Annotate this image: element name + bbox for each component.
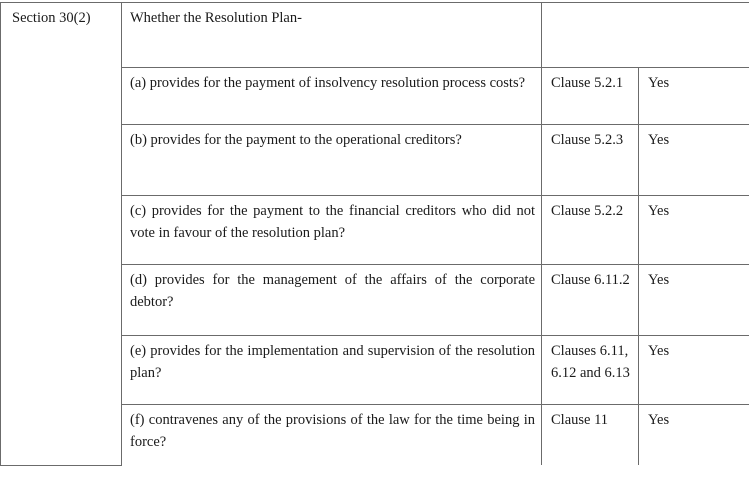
clause-text: Clause 5.2.2	[551, 203, 624, 219]
clause-cell	[542, 405, 639, 466]
question-text: (a) provides for the payment of insolvency resolution process costs?	[130, 75, 526, 91]
clause-text: Clause 6.11.2	[551, 272, 630, 288]
question-cell	[122, 405, 542, 466]
table-row-header	[1, 3, 749, 68]
answer-text: Yes	[648, 75, 670, 91]
answer-text: Yes	[648, 343, 670, 359]
answer-cell	[639, 68, 749, 125]
question-text: (b) provides for the payment to the operational creditors?	[130, 132, 462, 148]
clause-cell	[542, 265, 639, 336]
answer-text: Yes	[648, 203, 670, 219]
answer-cell	[639, 405, 749, 466]
header-blank-cell	[542, 3, 749, 68]
question-text: (c) provides for the payment to the financial creditors who did not vote in favour of the resolution plan?	[130, 203, 535, 241]
clause-cell	[542, 125, 639, 196]
question-cell	[122, 125, 542, 196]
answer-cell	[639, 265, 749, 336]
question-cell	[122, 265, 542, 336]
clause-cell	[542, 336, 639, 405]
answer-text: Yes	[648, 412, 670, 428]
answer-cell	[639, 125, 749, 196]
clause-cell	[542, 68, 639, 125]
intro-cell	[122, 3, 542, 68]
resolution-plan-compliance-table	[0, 2, 749, 466]
question-cell	[122, 336, 542, 405]
answer-cell	[639, 196, 749, 265]
answer-cell	[639, 336, 749, 405]
clause-text: Clause 5.2.1	[551, 75, 624, 91]
question-text: (e) provides for the implementation and supervision of the resolution plan?	[130, 343, 535, 381]
clause-text: Clause 5.2.3	[551, 132, 624, 148]
section-reference-cell	[1, 3, 122, 466]
answer-text: Yes	[648, 132, 670, 148]
section-reference: Section 30(2)	[12, 10, 91, 26]
intro-text: Whether the Resolution Plan-	[130, 10, 302, 26]
clause-text: Clause 11	[551, 412, 609, 428]
clause-cell	[542, 196, 639, 265]
clause-text: Clauses 6.11, 6.12 and 6.13	[551, 343, 630, 381]
question-cell	[122, 68, 542, 125]
question-text: (f) contravenes any of the provisions of the law for the time being in force?	[130, 412, 535, 450]
answer-text: Yes	[648, 272, 670, 288]
question-text: (d) provides for the management of the affairs of the corporate debtor?	[130, 272, 535, 310]
question-cell	[122, 196, 542, 265]
